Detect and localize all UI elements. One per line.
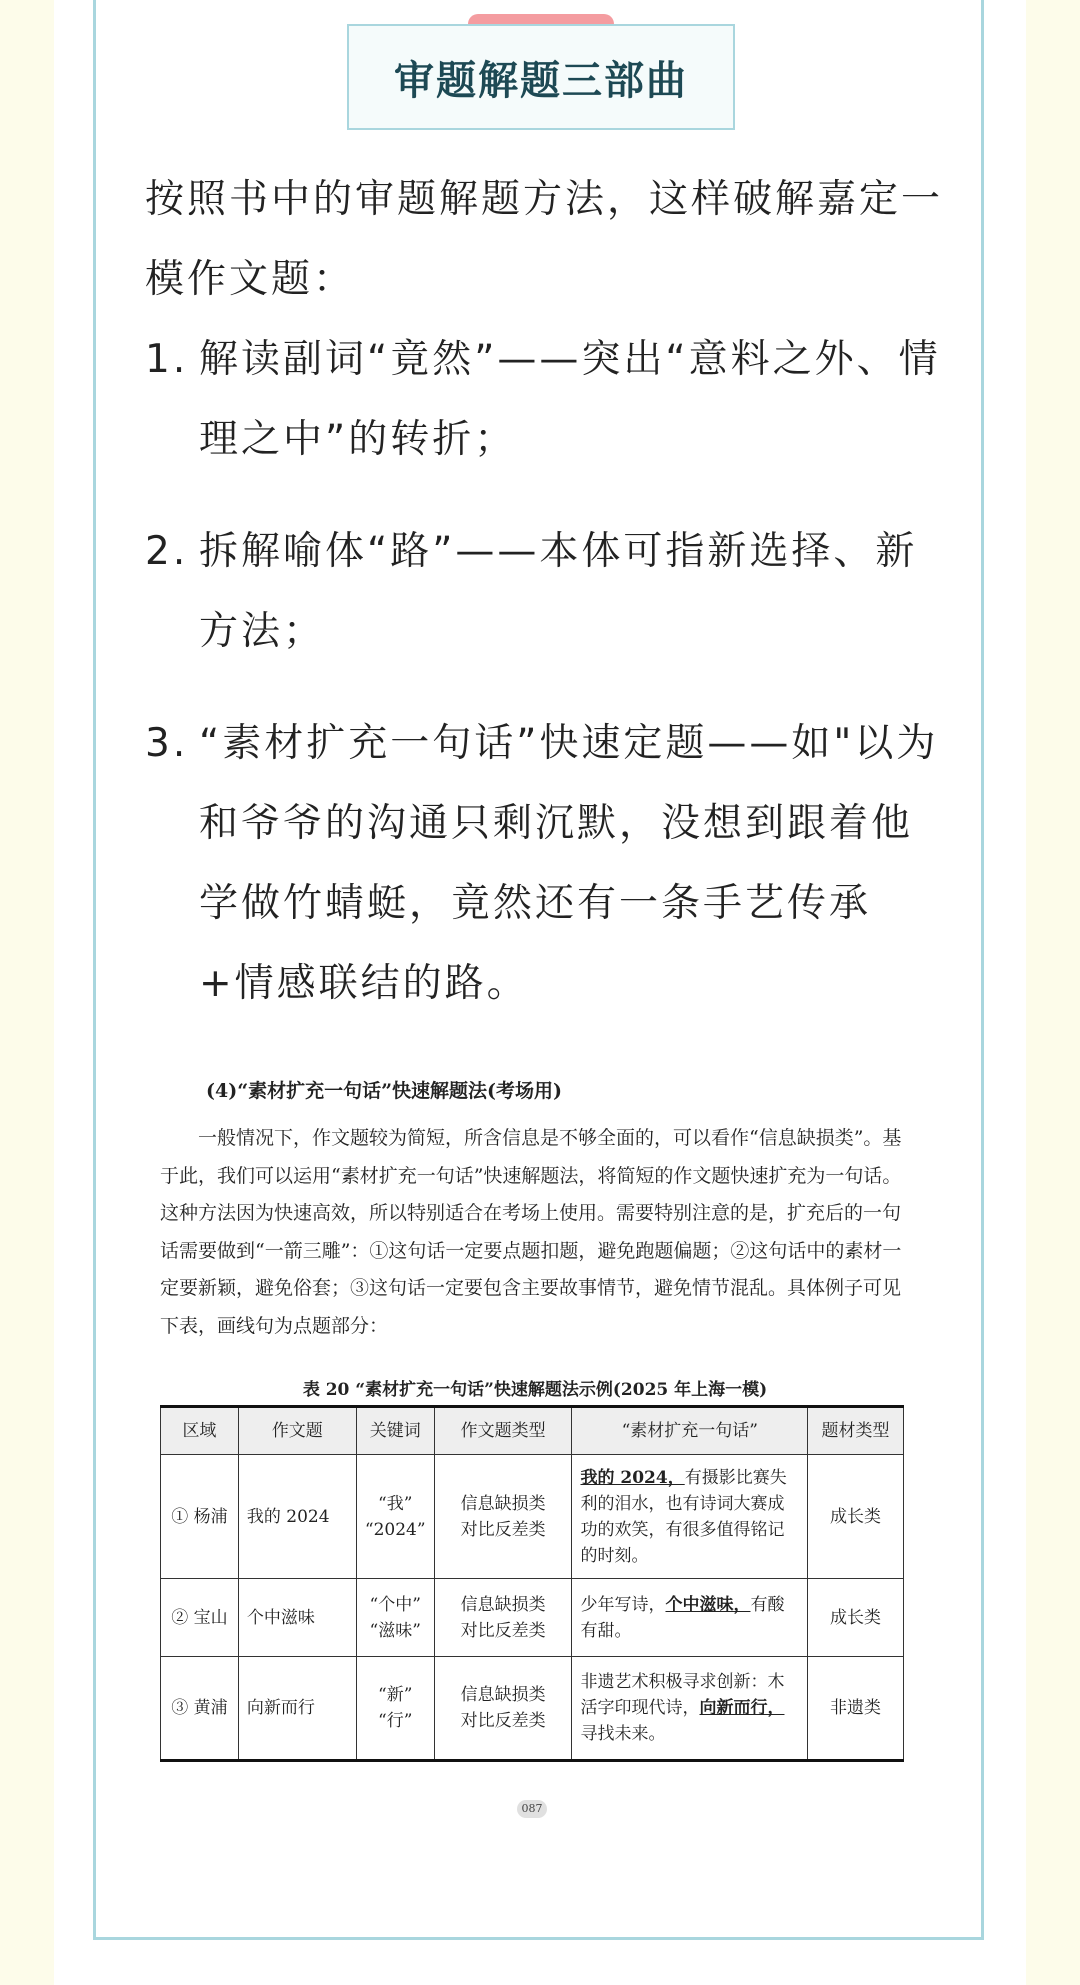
- type-label: 信息缺损类: [460, 1594, 546, 1615]
- column-header: “素材扩充一句话”: [572, 1407, 808, 1455]
- topic-cell: 向新而行: [238, 1657, 356, 1761]
- keyword: “新”: [378, 1685, 413, 1705]
- type-label: 对比反差类: [460, 1519, 546, 1540]
- region-cell: ③ 黄浦: [161, 1657, 239, 1761]
- keyword-cell: [356, 1657, 434, 1761]
- material-prefix: 少年写诗，: [580, 1594, 666, 1615]
- material-underlined: 我的 2024，: [580, 1467, 685, 1488]
- material-suffix: 有摄影比赛失利的泪水，也有诗词大赛成功的欢笑，有很多值得铭记的时刻。: [580, 1467, 787, 1566]
- intro-text: 按照书中的审题解题方法，这样破解嘉定一模作文题：: [145, 177, 944, 302]
- column-header: 区域: [161, 1407, 239, 1455]
- list-number: 2.: [145, 529, 189, 574]
- table-caption: 表 20 “素材扩充一句话”快速解题法示例(2025 年上海一模): [302, 1380, 768, 1400]
- list-number: 3.: [145, 721, 189, 766]
- example-table: [160, 1405, 904, 1762]
- page-number: 087: [517, 1800, 547, 1818]
- type-label: 信息缺损类: [460, 1493, 546, 1514]
- type-cell: [434, 1579, 572, 1657]
- topic-cell: 个中滋味: [238, 1579, 356, 1657]
- list-item: [145, 512, 945, 672]
- list-number: 1.: [145, 337, 189, 382]
- type-label: 信息缺损类: [460, 1685, 546, 1705]
- genre-cell: 成长类: [808, 1579, 904, 1657]
- type-label: 对比反差类: [460, 1620, 546, 1641]
- column-header: 关键词: [356, 1407, 434, 1455]
- type-cell: [434, 1657, 572, 1761]
- list-text: 拆解喻体“路”——本体可指新选择、新方法；: [199, 529, 918, 654]
- keyword: “我”: [378, 1493, 413, 1514]
- keyword: “个中”: [369, 1594, 421, 1615]
- material-cell: [572, 1455, 808, 1579]
- material-cell: [572, 1579, 808, 1657]
- excerpt-heading: (4)“素材扩充一句话”快速解题法(考场用): [206, 1080, 563, 1102]
- table-row: [161, 1455, 904, 1579]
- list-item: [145, 704, 945, 1024]
- list-text: 解读副词“竟然”——突出“意料之外、情理之中”的转折；: [199, 337, 941, 462]
- material-prefix: 非遗艺术积极寻求创新：木活字印现代诗，: [580, 1672, 785, 1718]
- list-text: “素材扩充一句话”快速定题——如"以为和爷爷的沟通只剩沉默，没想到跟着他学做竹蜻蜓，竟然还有一条手艺传承+情感联结的路。: [199, 721, 939, 1006]
- material-cell: [572, 1657, 808, 1761]
- keyword: “行”: [378, 1711, 413, 1731]
- material-suffix: 寻找未来。: [580, 1724, 666, 1744]
- method-summary: [145, 160, 945, 1024]
- column-header: 作文题: [238, 1407, 356, 1455]
- keyword: “2024”: [364, 1519, 426, 1540]
- keyword-cell: [356, 1455, 434, 1579]
- column-header: 题材类型: [808, 1407, 904, 1455]
- table-row: [161, 1579, 904, 1657]
- type-label: 对比反差类: [460, 1711, 546, 1731]
- keyword: “滋味”: [369, 1620, 421, 1641]
- topic-cell: 我的 2024: [238, 1455, 356, 1579]
- material-underlined: 向新而行，: [699, 1698, 785, 1718]
- page-title: 审题解题三部曲: [394, 57, 688, 104]
- list-item: [145, 320, 945, 480]
- genre-cell: 成长类: [808, 1455, 904, 1579]
- table-header-row: [161, 1407, 904, 1455]
- excerpt-paragraph: 一般情况下，作文题较为简短，所含信息是不够全面的，可以看作“信息缺损类”。基于此，我们可以运用“素材扩充一句话”快速解题法，将简短的作文题快速扩充为一句话。这种方法因为快速高效，所以特别适合在考场上使用。需要特别注意的是，扩充后的一句话需要做到“一箭三雕”：①这句话一定要点题扣题，避免跑题偏题；②这句话中的素材一定要新颖，避免俗套；③这句话一定要包含主要故事情节，避免情节混乱。具体例子可见下表，画线句为点题部分：: [160, 1127, 902, 1337]
- column-header: 作文题类型: [434, 1407, 572, 1455]
- region-cell: ② 宝山: [161, 1579, 239, 1657]
- table-row: [161, 1657, 904, 1761]
- region-cell: ① 杨浦: [161, 1455, 239, 1579]
- keyword-cell: [356, 1579, 434, 1657]
- title-box: [347, 24, 735, 130]
- genre-cell: 非遗类: [808, 1657, 904, 1761]
- material-underlined: 个中滋味，: [665, 1594, 751, 1615]
- material-suffix: 有酸有甜。: [580, 1594, 785, 1641]
- type-cell: [434, 1455, 572, 1579]
